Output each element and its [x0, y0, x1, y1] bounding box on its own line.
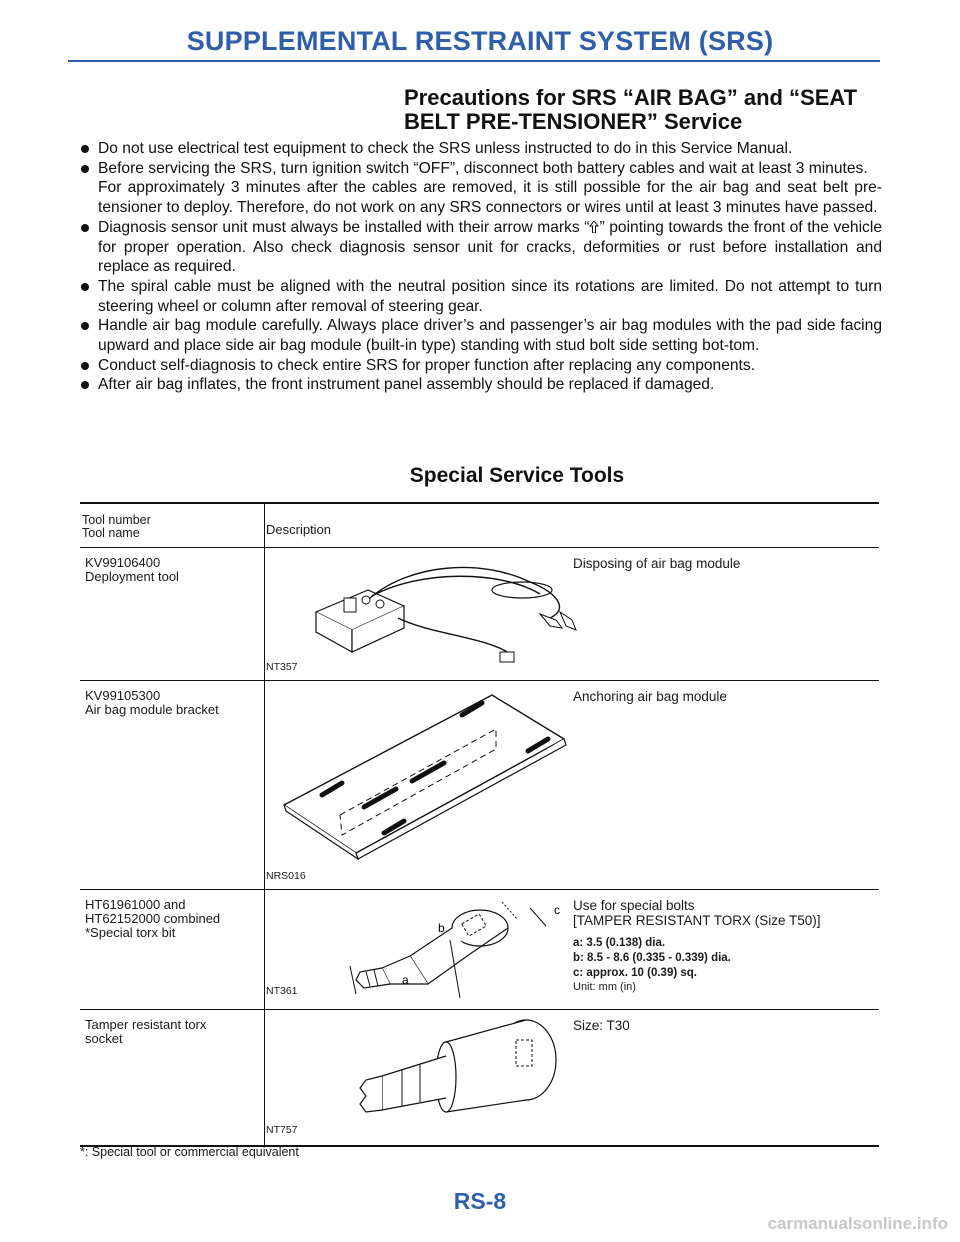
tool-number: KV99106400: [85, 555, 161, 570]
footnote: *: Special tool or commercial equivalent: [80, 1145, 299, 1159]
precaution-text-after: ” pointing towards the front of the vehicle for proper operation. Also check diagnosis sensor unit for cracks, deformities or rust before installation and replace as required.: [98, 218, 882, 276]
tool-id: [85, 1018, 206, 1046]
table-row: [80, 1010, 879, 1147]
precaution-item: [80, 375, 882, 395]
table-row: [80, 681, 879, 890]
tool-number-continued: HT62152000 combined: [85, 911, 221, 926]
precaution-item: [80, 316, 882, 355]
tool-id: [85, 898, 220, 940]
tool-number: KV99105300: [85, 688, 161, 703]
precaution-text-continued: For approximately 3 minutes after the cables are removed, it is still possible for the air bag and seat belt pre-tensioner to deploy. Therefore, do not work on any SRS connectors or wires until at least 3 minutes have passed.: [98, 179, 882, 217]
column-divider: [264, 548, 265, 680]
precaution-text: After air bag inflates, the front instrument panel assembly should be replaced if damaged.: [98, 376, 715, 394]
figure-code: NT357: [266, 661, 298, 673]
torx-bit-illustration: [330, 898, 570, 1002]
precaution-item: [80, 356, 882, 376]
precaution-item: [80, 218, 882, 277]
table-row: [80, 890, 879, 1010]
tool-description-line2: [TAMPER RESISTANT TORX (Size T50)]: [573, 913, 821, 928]
precaution-item: [80, 139, 882, 159]
precaution-text: Do not use electrical test equipment to check the SRS unless instructed to do in this Service Manual.: [98, 140, 793, 157]
column-divider: [264, 890, 265, 1009]
precaution-text: Before servicing the SRS, turn ignition switch “OFF”, disconnect both battery cables and wait at least 3 minutes.: [98, 159, 868, 177]
tool-description: Disposing of air bag module: [573, 556, 741, 571]
precaution-text: The spiral cable must be aligned with the neutral position since its rotations are limited. Do not attempt to turn steering wheel or column after removal of steering gear.: [98, 277, 882, 315]
column-divider: [264, 681, 265, 889]
tool-name: Air bag module bracket: [85, 702, 219, 717]
figure-code: NT757: [266, 1124, 298, 1136]
dimension-label-b: b: [438, 921, 445, 935]
precaution-item: [80, 159, 882, 218]
dimension-label-c: c: [554, 903, 560, 917]
tool-name: *Special torx bit: [85, 925, 176, 940]
tool-description: [573, 898, 821, 994]
precautions-title-line2: BELT PRE-TENSIONER” Service: [404, 109, 743, 134]
tool-description: Size: T30: [573, 1018, 630, 1033]
tool-id: [85, 556, 179, 584]
table-row: [80, 548, 879, 681]
precaution-item: [80, 277, 882, 316]
tool-number: Tamper resistant torx: [85, 1017, 207, 1032]
header-rule: [68, 60, 880, 62]
arrow-mark-icon: [589, 221, 599, 233]
precautions-list: [80, 139, 882, 395]
deployment-tool-illustration: [310, 554, 580, 666]
page-number: RS-8: [453, 1188, 507, 1214]
tool-name: socket: [85, 1031, 123, 1046]
precaution-text: Handle air bag module carefully. Always place driver’s and passenger’s air bag modules with the pad side facing upward and place side air bag module (built-in type) standing with stud bolt side setting bot-tom.: [98, 317, 882, 355]
tool-id: [85, 689, 219, 717]
spec-c: c: approx. 10 (0.39) sq.: [573, 967, 697, 979]
header-description: Description: [266, 522, 332, 537]
column-divider: [264, 504, 265, 547]
column-divider: [264, 1010, 265, 1145]
tool-description: Anchoring air bag module: [573, 689, 727, 704]
watermark-text: carmanualsonline.info: [767, 1214, 948, 1233]
tool-description-line1: Use for special bolts: [573, 898, 695, 913]
header-tool-number: Tool number: [82, 513, 151, 527]
figure-code: NRS016: [266, 870, 306, 882]
tool-name: Deployment tool: [85, 569, 179, 584]
page-header-title: SUPPLEMENTAL RESTRAINT SYSTEM (SRS): [186, 26, 774, 56]
precautions-title-line1: Precautions for SRS “AIR BAG” and “SEAT: [404, 85, 858, 110]
special-tools-table: [80, 502, 879, 1147]
spec-b: b: 8.5 - 8.6 (0.335 - 0.339) dia.: [573, 952, 731, 964]
precaution-text: Diagnosis sensor unit must always be installed with their arrow marks “: [98, 218, 590, 236]
special-tools-title: Special Service Tools: [409, 464, 625, 487]
figure-code: NT361: [266, 985, 298, 997]
torx-socket-illustration: [316, 1016, 576, 1140]
header-tool: [82, 514, 151, 540]
bracket-illustration: [276, 685, 576, 871]
header-tool-name: Tool name: [82, 526, 140, 540]
spec-a: a: 3.5 (0.138) dia.: [573, 937, 666, 949]
precautions-title: [404, 86, 884, 134]
dimension-label-a: a: [402, 973, 409, 987]
table-header: [80, 502, 879, 548]
precaution-text: Conduct self-diagnosis to check entire SRS for proper function after replacing any components.: [98, 356, 756, 374]
unit-note: Unit: mm (in): [573, 981, 636, 993]
tool-number: HT61961000 and: [85, 897, 186, 912]
